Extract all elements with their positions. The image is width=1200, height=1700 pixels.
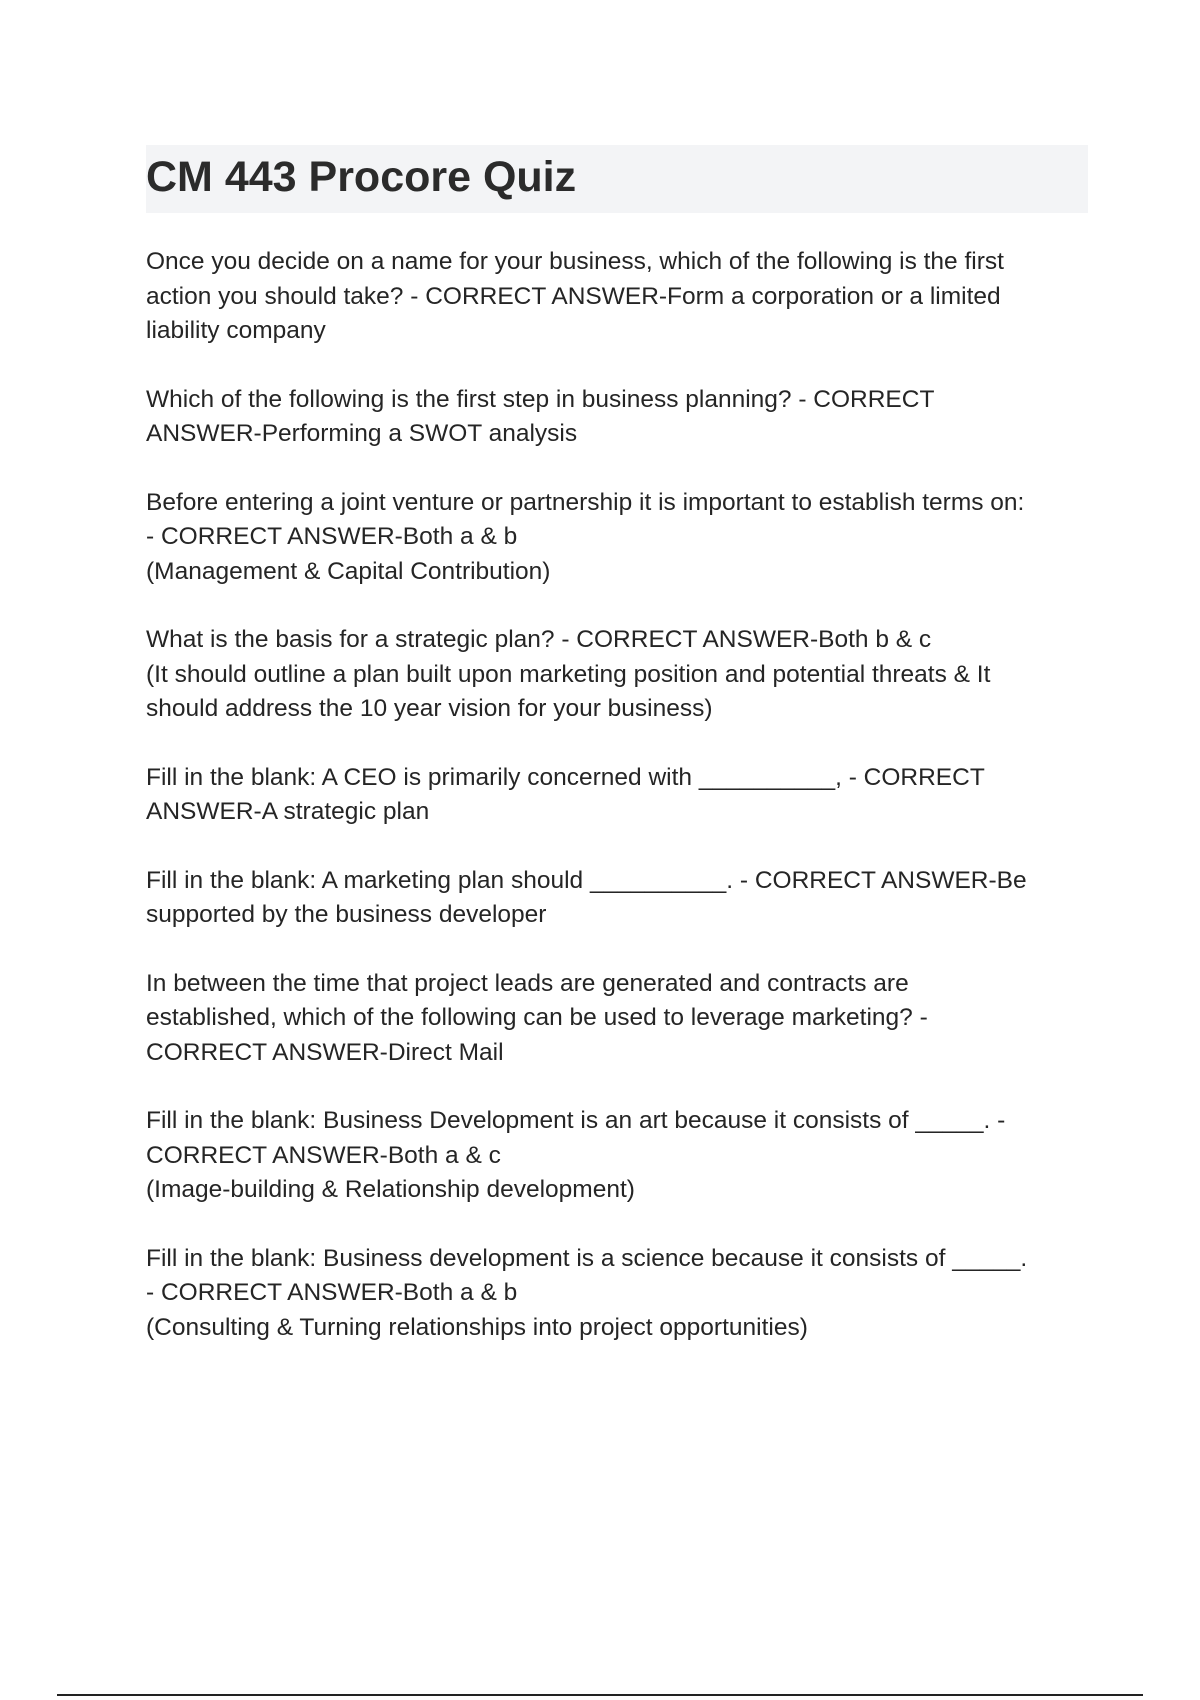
question-item-5 <box>146 761 1091 830</box>
question-1-line-3: liability company <box>146 317 326 344</box>
question-2-line-2: ANSWER-Performing a SWOT analysis <box>146 420 578 447</box>
question-7-line-3: CORRECT ANSWER-Direct Mail <box>146 1038 504 1066</box>
question-item-3 <box>146 486 1091 590</box>
question-3-line-2: - CORRECT ANSWER-Both a & b <box>146 523 518 550</box>
question-item-2 <box>146 383 1091 452</box>
question-8-line-1: Fill in the blank: Business Development is an art because it consists of _____. - <box>146 1107 1006 1134</box>
question-1-line-1: Once you decide on a name for your business, which of the following is the first <box>146 248 1004 275</box>
question-2-line-1: Which of the following is the first step in business planning? - CORRECT <box>146 385 935 413</box>
question-item-7 <box>146 967 1091 1071</box>
question-item-8 <box>146 1104 1091 1208</box>
question-6-line-1: Fill in the blank: A marketing plan should __________. - CORRECT ANSWER-Be <box>146 866 1027 894</box>
question-5-line-1: Fill in the blank: A CEO is primarily concerned with __________, - CORRECT <box>146 763 985 791</box>
document-title: CM 443 Procore Quiz <box>146 153 577 201</box>
footer-divider <box>57 1694 1143 1696</box>
question-list <box>146 245 1091 1379</box>
question-4-line-3: should address the 10 year vision for your business) <box>146 695 713 722</box>
question-item-4 <box>146 623 1091 727</box>
question-8-line-3: (Image-building & Relationship development) <box>146 1176 635 1203</box>
question-9-line-3: (Consulting & Turning relationships into project opportunities) <box>146 1313 808 1341</box>
question-item-6 <box>146 864 1091 933</box>
question-4-line-2: (It should outline a plan built upon marketing position and potential threats & It <box>146 660 991 688</box>
question-item-9 <box>146 1242 1091 1346</box>
question-5-line-2: ANSWER-A strategic plan <box>146 798 430 825</box>
question-7-line-2: established, which of the following can be used to leverage marketing? - <box>146 1004 928 1031</box>
question-item-1 <box>146 245 1091 349</box>
question-6-line-2: supported by the business developer <box>146 901 547 928</box>
question-3-line-1: Before entering a joint venture or partnership it is important to establish terms on: <box>146 488 1025 516</box>
question-7-line-1: In between the time that project leads are generated and contracts are <box>146 969 909 997</box>
question-8-line-2: CORRECT ANSWER-Both a & c <box>146 1141 501 1169</box>
question-9-line-1: Fill in the blank: Business development is a science because it consists of _____. <box>146 1244 1028 1272</box>
question-1-line-2: action you should take? - CORRECT ANSWER-Form a corporation or a limited <box>146 282 1001 310</box>
question-4-line-1: What is the basis for a strategic plan? - CORRECT ANSWER-Both b & c <box>146 626 932 653</box>
question-9-line-2: - CORRECT ANSWER-Both a & b <box>146 1279 518 1306</box>
question-3-line-3: (Management & Capital Contribution) <box>146 557 551 585</box>
